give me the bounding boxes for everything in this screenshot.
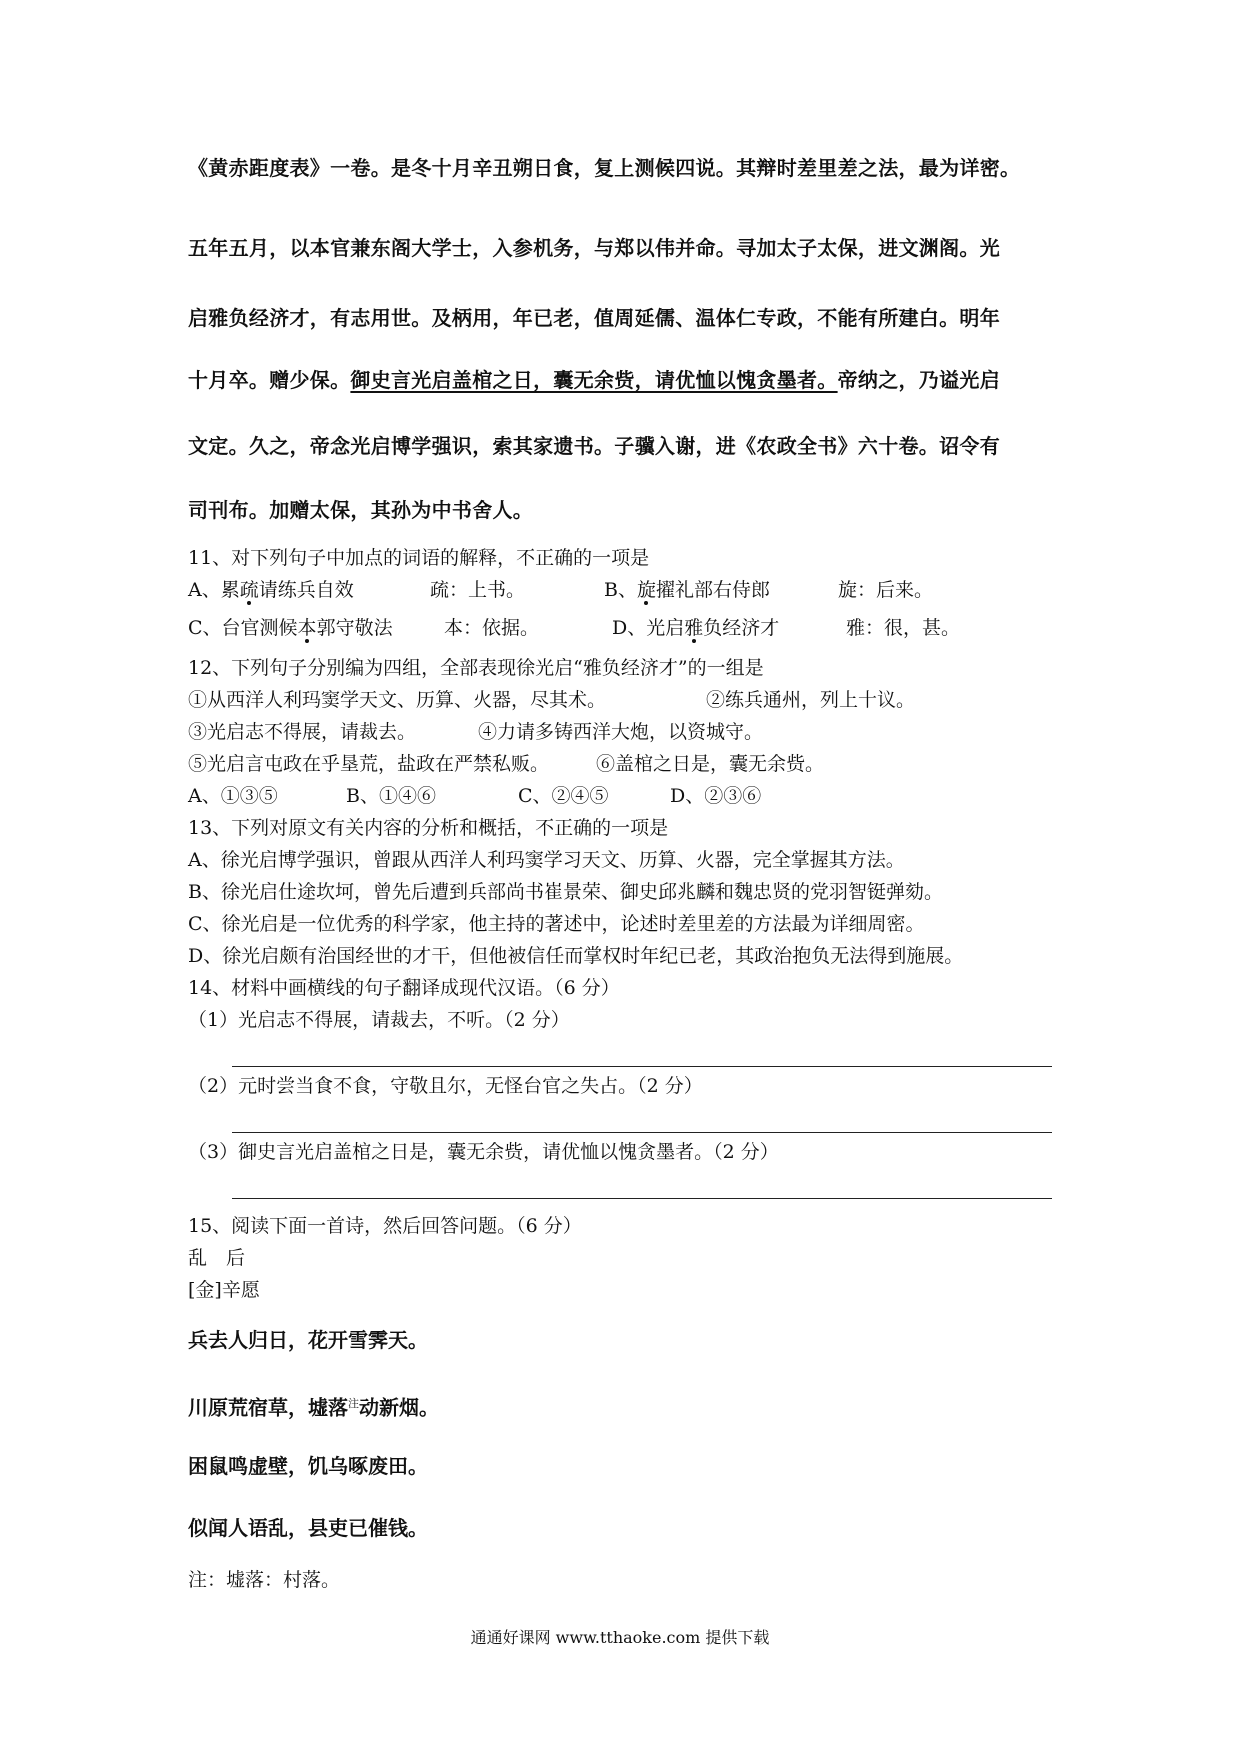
q12-sentence-4: ④力请多铸西洋大炮，以资城守。 xyxy=(478,721,764,743)
passage-line-4 xyxy=(188,366,1068,394)
poem-note: 注：墟落：村落。 xyxy=(188,1569,341,1591)
poem-title: 乱 后 xyxy=(188,1247,246,1269)
q13-stem: 13、下列对原文有关内容的分析和概括，不正确的一项是 xyxy=(188,817,669,839)
passage-line-4-suffix: 帝纳之，乃谥光启 xyxy=(837,368,1001,392)
underlined-sentence: 御史言光启盖棺之日，囊无余赀，请优恤以愧贪墨者。 xyxy=(350,368,838,392)
q11-gloss-b: 旋：后来。 xyxy=(838,579,934,601)
q11-option-a: A、累疏请练兵自效 xyxy=(188,579,354,601)
q12-sentence-1: ①从西洋人利玛窦学天文、历算、火器，尽其术。 xyxy=(188,689,607,711)
q12-stem: 12、下列句子分别编为四组，全部表现徐光启“雅负经济才”的一组是 xyxy=(188,657,764,679)
passage-line-1: 《黄赤距度表》一卷。是冬十月辛丑朔日食，复上测候四说。其辩时差里差之法，最为详密。 xyxy=(188,156,1021,180)
q12-sentence-5: ⑤光启言屯政在乎垦荒，盐政在严禁私贩。 xyxy=(188,753,550,775)
q12-option-a: A、①③⑤ xyxy=(188,785,278,807)
q11-option-c: C、台官测候本郭守敬法 xyxy=(188,617,393,639)
emphasis-dot-char: 旋 xyxy=(636,579,656,601)
note-marker: 注 xyxy=(348,1397,359,1410)
q12-option-d: D、②③⑥ xyxy=(670,785,762,807)
q11-gloss-a: 疏：上书。 xyxy=(430,579,526,601)
q14-stem: 14、材料中画横线的句子翻译成现代汉语。（6 分） xyxy=(188,977,620,999)
q11-option-d: D、光启雅负经济才 xyxy=(612,617,780,639)
q15-stem: 15、阅读下面一首诗，然后回答问题。（6 分） xyxy=(188,1215,582,1237)
q11-option-b: B、旋擢礼部右侍郎 xyxy=(604,579,770,601)
poem-line-2: 川原荒宿草，墟落$^注$动新烟。 xyxy=(188,1395,439,1420)
q14-part-2: （2）元时尝当食不食，守敬且尔，无怪台官之失占。（2 分） xyxy=(188,1075,703,1097)
passage-line-5: 文定。久之，帝念光启博学强识，索其家遗书。子骥入谢，进《农政全书》六十卷。诏令有 xyxy=(188,434,1000,458)
poem-line-4: 似闻人语乱，县吏已催钱。 xyxy=(188,1516,428,1540)
poem-line-1: 兵去人归日，花开雪霁天。 xyxy=(188,1328,428,1352)
passage-line-3: 启雅负经济才，有志用世。及柄用，年已老，值周延儒、温体仁专政，不能有所建白。明年 xyxy=(188,306,1000,330)
q11-gloss-c: 本：依据。 xyxy=(444,617,540,639)
answer-line-2[interactable] xyxy=(232,1132,1052,1133)
poem-line-3: 困鼠鸣虚壁，饥乌啄废田。 xyxy=(188,1454,428,1478)
poem-author: [金]辛愿 xyxy=(188,1279,260,1301)
answer-line-3[interactable] xyxy=(232,1198,1052,1199)
q14-part-3: （3）御史言光启盖棺之日是，囊无余赀，请优恤以愧贪墨者。（2 分） xyxy=(188,1141,779,1163)
q12-sentence-6: ⑥盖棺之日是，囊无余赀。 xyxy=(596,753,825,775)
q13-option-d: D、徐光启颇有治国经世的才干，但他被信任而掌权时年纪已老，其政治抱负无法得到施展。 xyxy=(188,945,964,967)
q12-sentence-2: ②练兵通州，列上十议。 xyxy=(706,689,916,711)
q11-gloss-d: 雅：很，甚。 xyxy=(846,617,961,639)
passage-line-6: 司刊布。加赠太保，其孙为中书舍人。 xyxy=(188,498,534,522)
answer-line-1[interactable] xyxy=(232,1066,1052,1067)
q12-option-c: C、②④⑤ xyxy=(518,785,609,807)
q12-sentence-3: ③光启志不得展，请裁去。 xyxy=(188,721,417,743)
q11-stem: 11、对下列句子中加点的词语的解释，不正确的一项是 xyxy=(188,547,650,569)
page-footer: 通通好课网 www.tthaoke.com 提供下载 xyxy=(470,1628,770,1647)
passage-line-2: 五年五月，以本官兼东阁大学士，入参机务，与郑以伟并命。寻加太子太保，进文渊阁。光 xyxy=(188,236,1000,260)
q12-option-b: B、①④⑥ xyxy=(346,785,436,807)
passage-line-4-prefix: 十月卒。赠少保。 xyxy=(188,368,351,392)
q14-part-1: （1）光启志不得展，请裁去，不听。（2 分） xyxy=(188,1009,570,1031)
emphasis-dot-char: 雅 xyxy=(684,617,704,639)
emphasis-dot-char: 疏 xyxy=(239,579,259,601)
q13-option-a: A、徐光启博学强识，曾跟从西洋人利玛窦学习天文、历算、火器，完全掌握其方法。 xyxy=(188,849,905,871)
q13-option-c: C、徐光启是一位优秀的科学家，他主持的著述中，论述时差里差的方法最为详细周密。 xyxy=(188,913,925,935)
q13-option-b: B、徐光启仕途坎坷，曾先后遭到兵部尚书崔景荣、御史邱兆麟和魏忠贤的党羽智铤弹劾。 xyxy=(188,881,943,903)
emphasis-dot-char: 本 xyxy=(297,617,317,639)
